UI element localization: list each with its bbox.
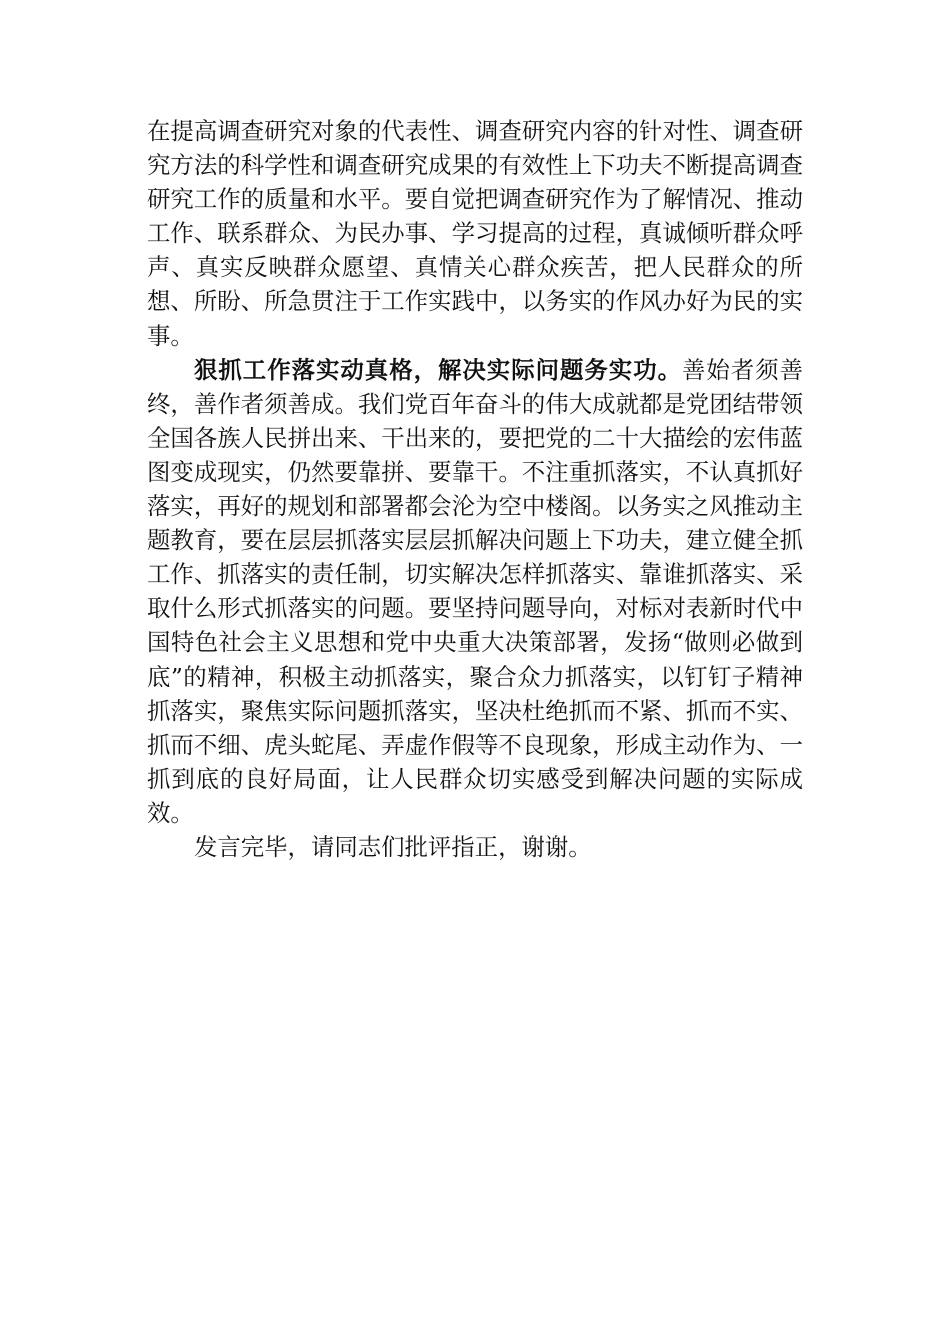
paragraph-body: 发言完毕，请同志们批评指正，谢谢。 (194, 832, 592, 861)
paragraph-body: 善始者须善终，善作者须善成。我们党百年奋斗的伟大成就都是党团结带领全国各族人民拼出来、干出来的，要把党的二十大描绘的宏伟蓝图变成现实，仍然要靠拼、要靠干。不注重抓落实，不认真抓好落实，再好的规划和部署都会沦为空中楼阁。以务实之风推动主题教育，要在层层抓落实层层抓解决问题上下功夫，建立健全抓工作、抓落实的责任制，切实解决怎样抓落实、靠谁抓落实、采取什么形式抓落实的问题。要坚持问题导向，对标对表新时代中国特色社会主义思想和党中央重大决策部署，发扬“做则必做到底”的精神，积极主动抓落实，聚合众力抓落实，以钉钉子精神抓落实，聚焦实际问题抓落实，坚决杜绝抓而不紧、抓而不实、抓而不细、虎头蛇尾、弄虚作假等不良现象，形成主动作为、一抓到底的良好局面，让人民群众切实感受到解决问题的实际成效。 (147, 355, 804, 827)
paragraph-heading: 狠抓工作落实动真格，解决实际问题务实功。 (194, 355, 683, 384)
document-page (147, 114, 803, 864)
paragraph-implementation (147, 353, 803, 830)
paragraph-closing (147, 830, 803, 864)
paragraph-continuation (147, 114, 803, 353)
paragraph-body: 在提高调查研究对象的代表性、调查研究内容的针对性、调查研究方法的科学性和调查研究成果的有效性上下功夫不断提高调查研究工作的质量和水平。要自觉把调查研究作为了解情况、推动工作、联系群众、为民办事、学习提高的过程，真诚倾听群众呼声、真实反映群众愿望、真情关心群众疾苦，把人民群众的所想、所盼、所急贯注于工作实践中，以务实的作风办好为民的实事。 (147, 117, 803, 350)
